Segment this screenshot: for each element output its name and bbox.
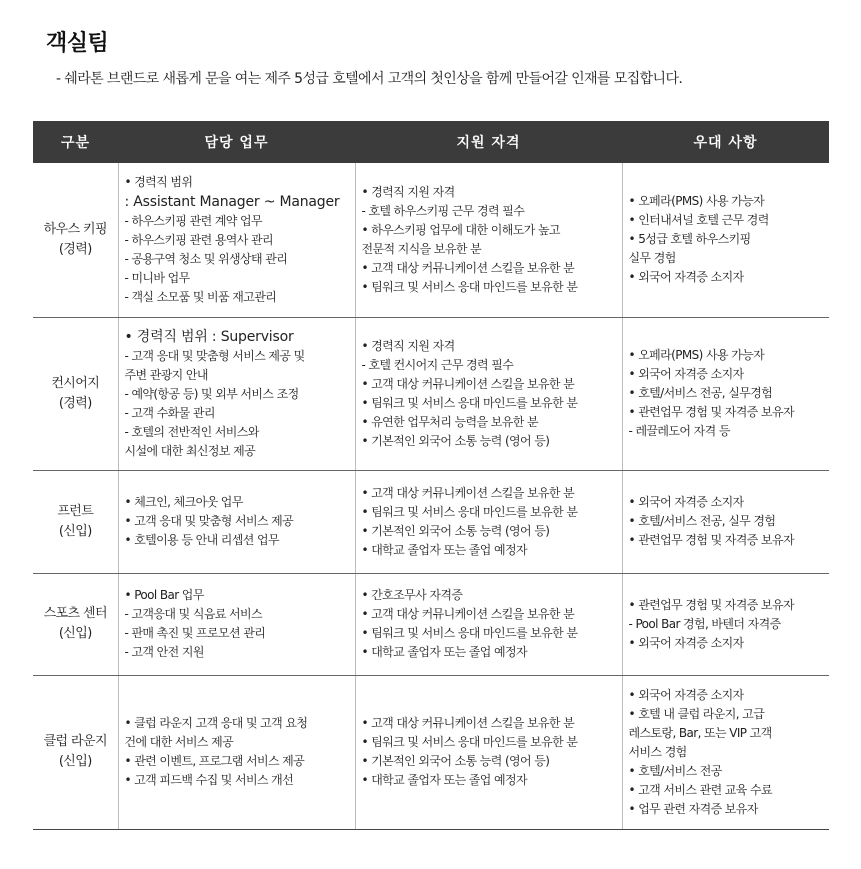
list-item: • 고객 응대 및 맞춤형 서비스 제공 — [124, 514, 294, 528]
list-item: - 레끌레도어 자격 등 — [628, 424, 730, 438]
duties-list — [125, 714, 351, 790]
list-item: • 고객 대상 커뮤니케이션 스킬을 보유한 분 — [361, 485, 575, 500]
list-item: • 경력직 범위 — [124, 174, 193, 189]
list-item: - 고객 안전 지원 — [124, 645, 204, 659]
list-item: • 외국어 자격증 소지자 — [628, 495, 744, 509]
category-name: 스포츠 센터 — [43, 606, 107, 621]
list-item: • 호텔/서비스 전공 — [628, 763, 722, 778]
table-row — [33, 573, 829, 675]
list-item: • 업무 관련 자격증 보유자 — [628, 801, 758, 816]
list-item: • 기본적인 외국어 소통 능력 (영어 등) — [361, 523, 550, 538]
list-item: • 인터내셔널 호텔 근무 경력 — [628, 213, 769, 228]
preferences-list — [629, 596, 826, 653]
list-item: 전문적 지식을 보유한 분 — [361, 241, 482, 256]
list-item: • 고객 서비스 관련 교육 수료 — [628, 782, 772, 797]
list-item: 실무 경험 — [628, 251, 676, 266]
list-item: 시설에 대한 최신정보 제공 — [124, 443, 256, 458]
category-cell — [33, 573, 118, 675]
qualifications-list — [362, 337, 618, 451]
duties-list — [125, 173, 351, 307]
list-item: • 외국어 자격증 소지자 — [628, 687, 744, 702]
qualifications-list — [362, 586, 618, 662]
preferences-cell — [622, 675, 829, 829]
qualifications-list — [362, 183, 618, 297]
preferences-cell — [622, 470, 829, 573]
list-item: - Pool Bar 경험, 바텐더 자격증 — [628, 616, 781, 631]
list-item: 건에 대한 서비스 제공 — [124, 735, 234, 749]
page-subtitle: - 쉐라톤 브랜드로 새롭게 문을 여는 제주 5성급 호텔에서 고객의 첫인상을 함께 만들어갈 인재를 모집합니다. — [56, 71, 683, 87]
list-item: - 호텔 컨시어지 근무 경력 필수 — [361, 357, 514, 372]
list-item: • 유연한 업무처리 능력을 보유한 분 — [361, 414, 538, 429]
preferences-list — [629, 493, 826, 550]
list-item: • 호텔이용 등 안내 리셉션 업무 — [124, 533, 279, 547]
list-item: • 체크인, 체크아웃 업무 — [124, 495, 243, 509]
category-type: (신입) — [58, 523, 92, 539]
category-type: (신입) — [58, 626, 92, 641]
table-row — [33, 470, 829, 573]
list-item: - 미니바 업무 — [124, 270, 190, 285]
duties-cell — [118, 317, 355, 470]
list-item: • 경력직 지원 자격 — [361, 184, 455, 199]
list-item: • 고객 대상 커뮤니케이션 스킬을 보유한 분 — [361, 260, 575, 275]
list-item: - 고객 응대 및 맞춤형 서비스 제공 및 — [124, 348, 305, 363]
list-item: • 오페라(PMS) 사용 가능자 — [628, 348, 765, 362]
category-type: (경력) — [58, 241, 92, 257]
qualifications-cell — [355, 317, 622, 470]
table-header-row — [33, 121, 829, 163]
list-item: • 하우스키핑 업무에 대한 이해도가 높고 — [361, 222, 560, 237]
list-item: - 호텔의 전반적인 서비스와 — [124, 424, 259, 439]
category-cell — [33, 470, 118, 573]
qualifications-list — [362, 484, 618, 560]
category-cell — [33, 317, 118, 470]
recruitment-table — [33, 121, 829, 830]
list-item: - 판매 촉진 및 프로모션 관리 — [124, 626, 266, 640]
category-cell — [33, 675, 118, 829]
list-item: • 팀워크 및 서비스 응대 마인드를 보유한 분 — [361, 279, 578, 294]
table-row — [33, 317, 829, 470]
list-item: - 호텔 하우스키핑 근무 경력 필수 — [361, 203, 525, 218]
list-item: • 대학교 졸업자 또는 졸업 예정자 — [361, 542, 527, 557]
list-item: • 팀워크 및 서비스 응대 마인드를 보유한 분 — [361, 395, 578, 410]
list-item: - 하우스키핑 관련 용역사 관리 — [124, 232, 273, 247]
header-category: 구분 — [33, 121, 118, 163]
duties-cell — [118, 163, 355, 317]
page-title: 객실팀 — [46, 31, 109, 56]
list-item: • 관련업무 경험 및 자격증 보유자 — [628, 597, 794, 612]
list-item: 서비스 경험 — [628, 744, 687, 759]
list-item: • 팀워크 및 서비스 응대 마인드를 보유한 분 — [361, 735, 578, 749]
list-item: • 경력직 범위 : Supervisor — [124, 328, 294, 345]
table-row — [33, 675, 829, 829]
category-name: 하우스 키핑 — [43, 221, 107, 237]
list-item: • 호텔/서비스 전공, 실무 경험 — [628, 514, 776, 528]
preferences-list — [629, 686, 826, 819]
list-item: - 객실 소모품 및 비품 재고관리 — [124, 289, 277, 304]
duties-list — [125, 327, 351, 461]
header-preferences: 우대 사항 — [622, 121, 829, 163]
list-item: • 호텔/서비스 전공, 실무경험 — [628, 386, 773, 400]
header-qualifications: 지원 자격 — [355, 121, 622, 163]
list-item: • 외국어 자격증 소지자 — [628, 270, 744, 285]
list-item: 레스토랑, Bar, 또는 VIP 고객 — [628, 725, 772, 740]
preferences-cell — [622, 163, 829, 317]
list-item: • 대학교 졸업자 또는 졸업 예정자 — [361, 645, 527, 659]
list-item: • 고객 대상 커뮤니케이션 스킬을 보유한 분 — [361, 716, 575, 730]
list-item: - 고객응대 및 식음료 서비스 — [124, 607, 263, 621]
list-item: • 5성급 호텔 하우스키핑 — [628, 232, 751, 247]
category-type: (신입) — [58, 754, 92, 769]
qualifications-cell — [355, 573, 622, 675]
list-item: • 간호조무사 자격증 — [361, 588, 463, 602]
list-item: - 공용구역 청소 및 위생상태 관리 — [124, 251, 288, 266]
list-item: • 관련업무 경험 및 자격증 보유자 — [628, 533, 794, 547]
list-item: 주변 관광지 안내 — [124, 367, 208, 382]
category-name: 클럽 라운지 — [43, 734, 107, 749]
qualifications-cell — [355, 163, 622, 317]
list-item: • 오페라(PMS) 사용 가능자 — [628, 194, 765, 209]
list-item: • 기본적인 외국어 소통 능력 (영어 등) — [361, 754, 550, 768]
list-item: - 예약(항공 등) 및 외부 서비스 조정 — [124, 386, 299, 401]
duties-list — [125, 493, 351, 550]
list-item: • 클럽 라운지 고객 응대 및 고객 요청 — [124, 716, 308, 730]
table-row — [33, 163, 829, 317]
list-item: • 팀워크 및 서비스 응대 마인드를 보유한 분 — [361, 626, 578, 640]
qualifications-list — [362, 714, 618, 790]
list-item: • 외국어 자격증 소지자 — [628, 635, 744, 650]
list-item: • 관련 이벤트, 프로그램 서비스 제공 — [124, 754, 305, 768]
list-item: • 고객 피드백 수집 및 서비스 개선 — [124, 773, 294, 787]
preferences-cell — [622, 317, 829, 470]
list-item: • 호텔 내 클럽 라운지, 고급 — [628, 706, 765, 721]
list-item: • 고객 대상 커뮤니케이션 스킬을 보유한 분 — [361, 376, 575, 391]
header-duties: 담당 업무 — [118, 121, 355, 163]
duties-cell — [118, 675, 355, 829]
duties-cell — [118, 573, 355, 675]
list-item: • 대학교 졸업자 또는 졸업 예정자 — [361, 773, 527, 787]
preferences-list — [629, 192, 826, 287]
list-item: • 경력직 지원 자격 — [361, 338, 455, 353]
list-item: • Pool Bar 업무 — [124, 588, 204, 602]
list-item: • 고객 대상 커뮤니케이션 스킬을 보유한 분 — [361, 607, 575, 621]
category-type: (경력) — [58, 395, 92, 411]
list-item: • 기본적인 외국어 소통 능력 (영어 등) — [361, 433, 550, 448]
list-item: : Assistant Manager ~ Manager — [124, 193, 340, 210]
qualifications-cell — [355, 470, 622, 573]
category-name: 프런트 — [57, 503, 94, 519]
preferences-cell — [622, 573, 829, 675]
category-name: 컨시어지 — [51, 375, 100, 391]
list-item: • 외국어 자격증 소지자 — [628, 367, 744, 381]
list-item: • 팀워크 및 서비스 응대 마인드를 보유한 분 — [361, 504, 578, 519]
duties-list — [125, 586, 351, 662]
preferences-list — [629, 346, 826, 441]
duties-cell — [118, 470, 355, 573]
list-item: • 관련업무 경험 및 자격증 보유자 — [628, 405, 794, 419]
list-item: - 고객 수화물 관리 — [124, 405, 215, 420]
qualifications-cell — [355, 675, 622, 829]
category-cell — [33, 163, 118, 317]
list-item: - 하우스키핑 관련 계약 업무 — [124, 213, 263, 228]
